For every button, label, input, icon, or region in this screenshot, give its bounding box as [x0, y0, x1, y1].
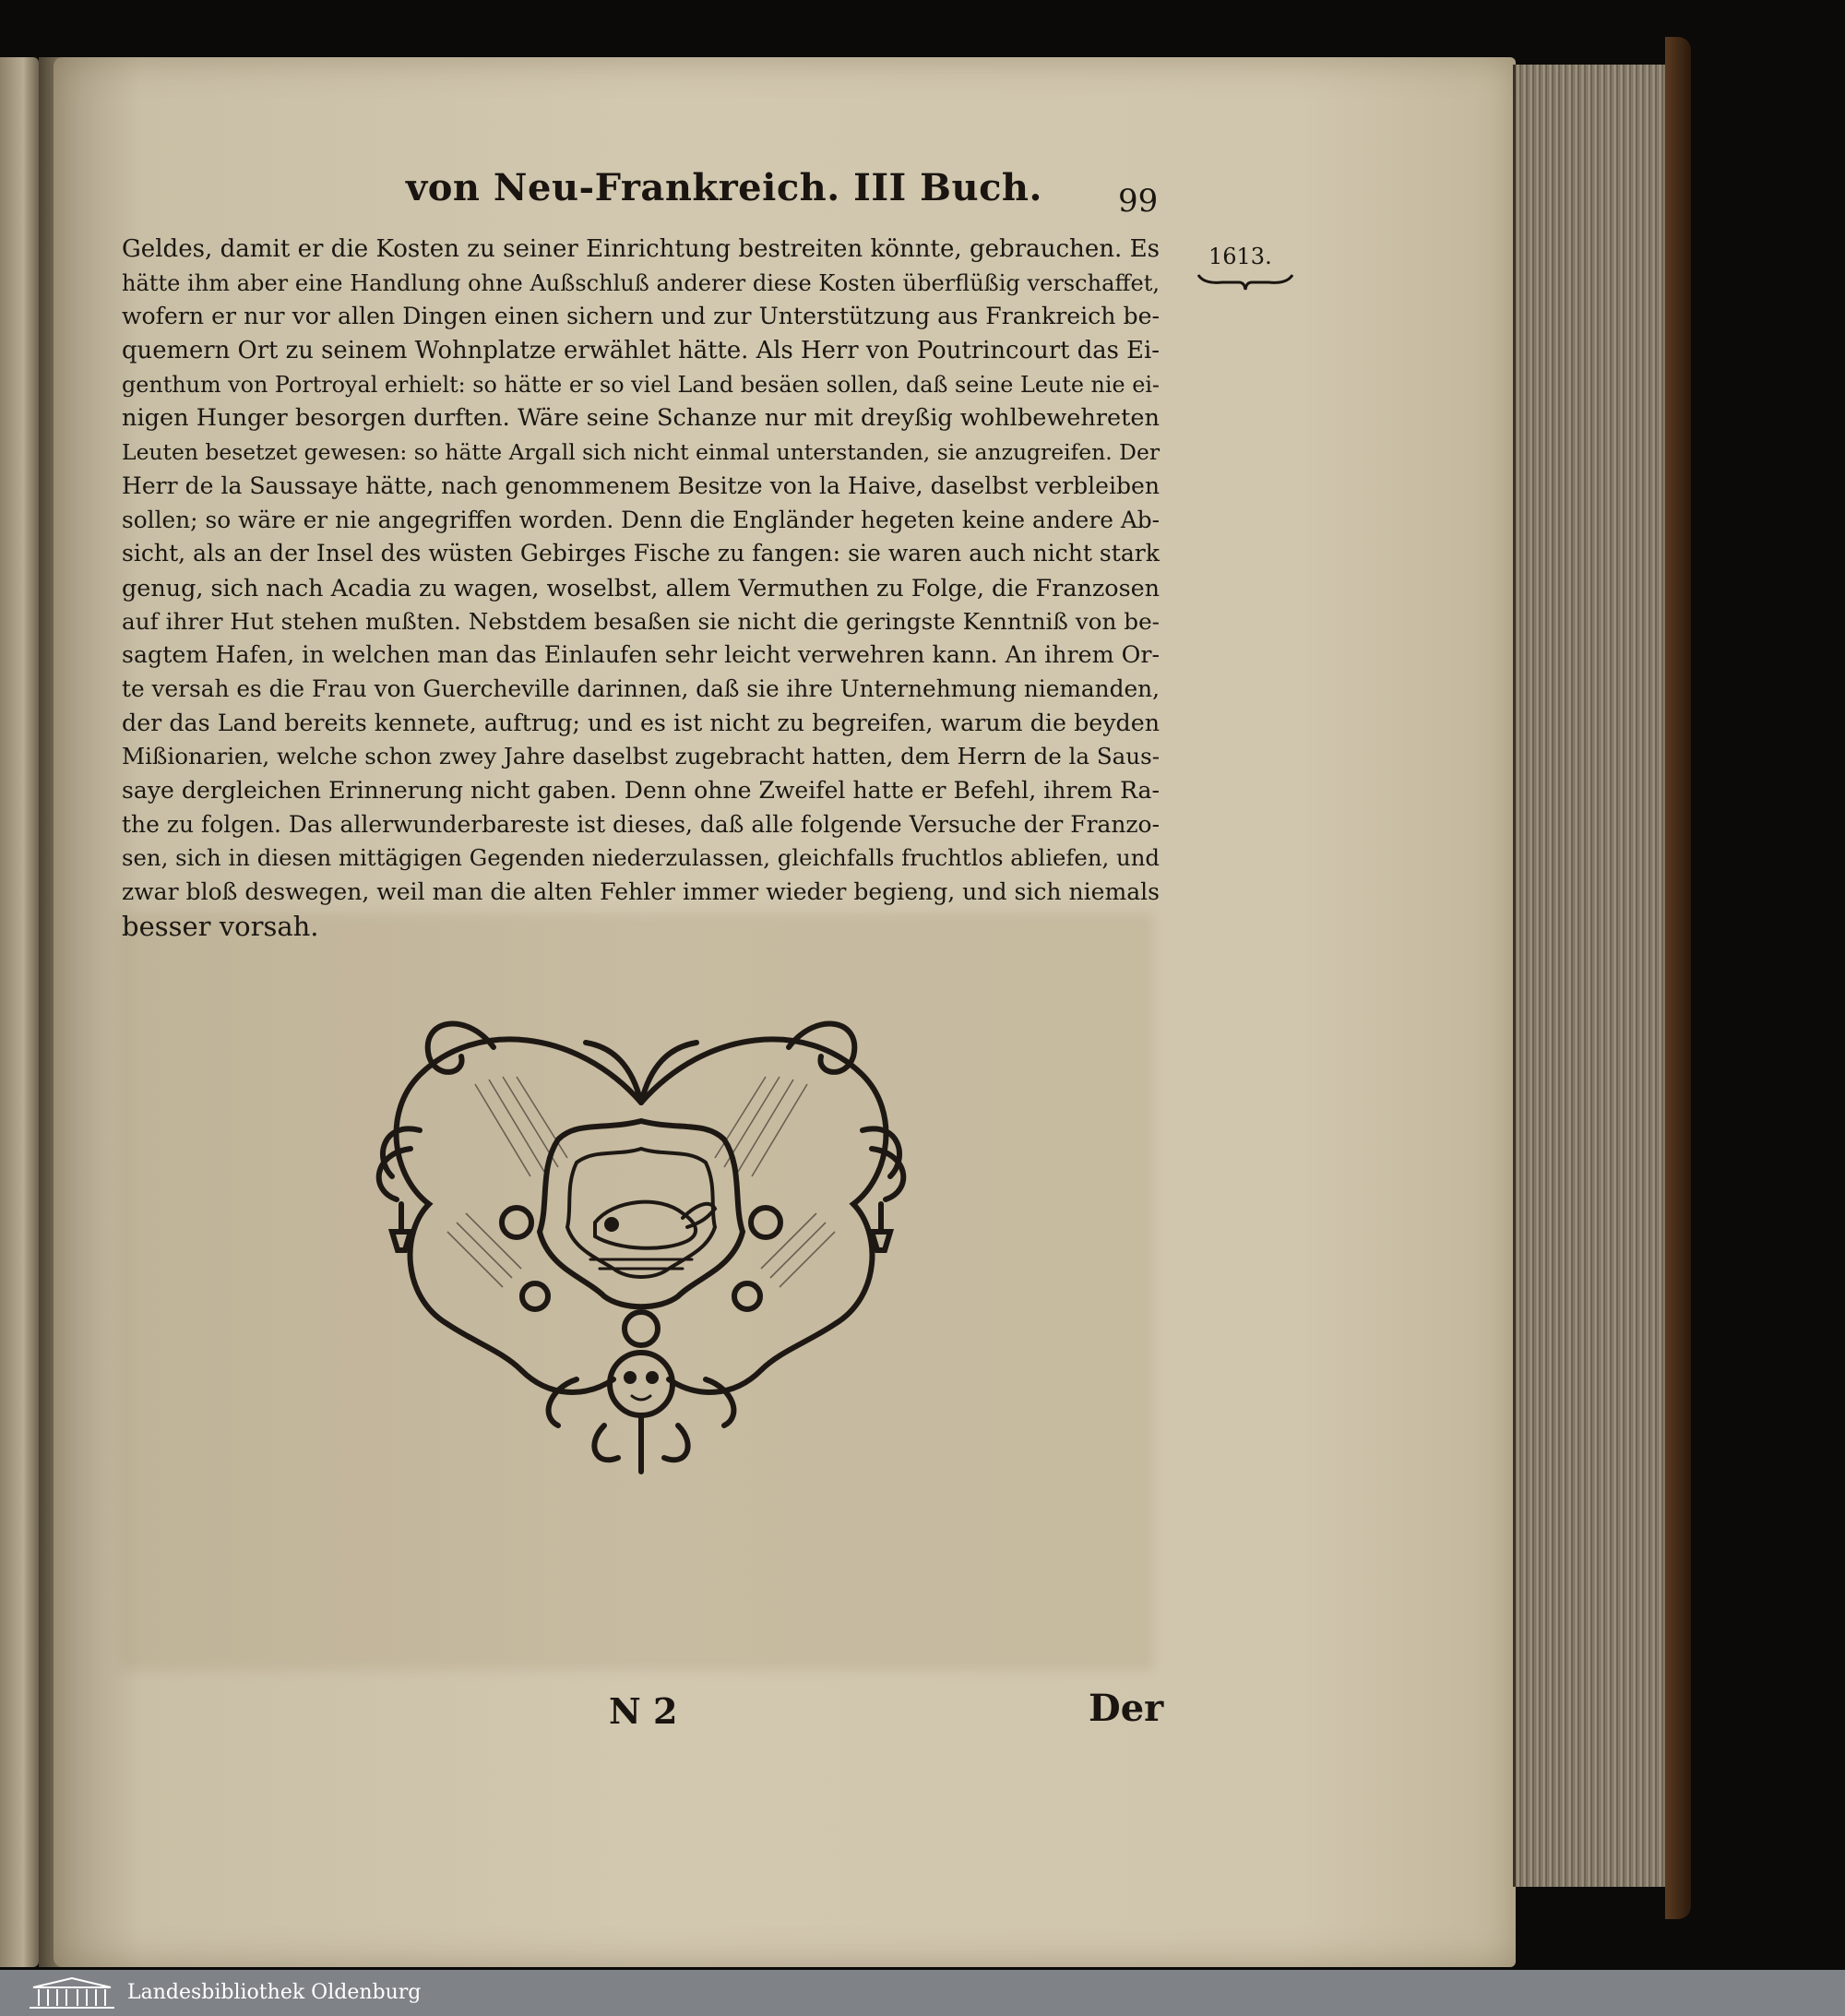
library-building-icon — [26, 1974, 118, 2011]
text-line: sicht, als an der Insel des wüsten Gebirges Fische zu fangen: sie waren auch nicht stark — [122, 540, 1160, 567]
text-line: the zu folgen. Das allerwunderbareste ist dieses, daß alle folgende Versuche der Franzo- — [122, 810, 1160, 838]
left-page-edge — [0, 57, 39, 1967]
text-line: besser vorsah. — [122, 910, 319, 942]
margin-brace-icon — [1195, 269, 1296, 293]
text-line: wofern er nur vor allen Dingen einen sichern und zur Unterstützung aus Frankreich be- — [122, 303, 1160, 330]
text-line: auf ihrer Hut stehen mußten. Nebstdem besaßen sie nicht die geringste Kenntniß von be- — [122, 607, 1160, 635]
text-line: Leuten besetzet gewesen: so hätte Argall sich nicht einmal unterstanden, sie anzugreifen. Der — [122, 439, 1161, 466]
page-fore-edge — [1513, 65, 1672, 1887]
margin-year-note: 1613. — [1208, 244, 1272, 269]
text-line: saye dergleichen Erinnerung nicht gaben. Denn ohne Zweifel hatte er Befehl, ihrem Ra- — [122, 777, 1160, 804]
text-line: Geldes, damit er die Kosten zu seiner Einrichtung bestreiten könnte, gebrauchen. Es — [122, 235, 1160, 263]
library-name: Landesbibliothek Oldenburg — [127, 1981, 422, 2004]
signature-mark: N 2 — [609, 1690, 678, 1732]
text-line: genthum von Portroyal erhielt: so hätte er so viel Land besäen sollen, daß seine Leute nie ei- — [122, 371, 1160, 398]
text-line: sollen; so wäre er nie angegriffen worden. Denn die Engländer hegeten keine andere Ab- — [122, 506, 1160, 533]
text-line: Herr de la Saussaye hätte, nach genommenem Besitze von la Haive, daselbst verbleiben — [122, 471, 1160, 499]
text-line: zwar bloß deswegen, weil man die alten Fehler immer wieder begieng, und sich niemals — [122, 878, 1160, 906]
body-text — [122, 233, 1160, 943]
text-line: sen, sich in diesen mittägigen Gegenden niederzulassen, gleichfalls fruchtlos abliefen, und — [122, 844, 1160, 872]
text-line: der das Land bereits kennete, auftrug; und es ist nicht zu begreifen, warum die beyden — [122, 709, 1160, 736]
text-line: quemern Ort zu seinem Wohnplatze erwählet hätte. Als Herr von Poutrincourt das Ei- — [122, 337, 1160, 365]
text-line: nigen Hunger besorgen durften. Wäre seine Schanze nur mit dreyßig wohlbewehreten — [122, 404, 1160, 433]
page-number: 99 — [1118, 183, 1159, 220]
text-line: Mißionarien, welche schon zwey Jahre daselbst zugebracht hatten, dem Herrn de la Saus- — [122, 743, 1160, 770]
text-line: te versah es die Frau von Guercheville darinnen, daß sie ihre Unternehmung niemanden, — [122, 674, 1160, 702]
text-line: hätte ihm aber eine Handlung ohne Außschluß anderer diese Kosten überflüßig verschaffet, — [122, 269, 1160, 296]
book-cover-edge — [1665, 37, 1691, 1919]
cartouche-ornament-icon — [364, 992, 918, 1476]
catchword: Der — [1089, 1687, 1164, 1730]
text-line: sagtem Hafen, in welchen man das Einlaufen sehr leicht verwehren kann. An ihrem Or- — [122, 641, 1160, 669]
text-line: genug, sich nach Acadia zu wagen, woselbst, allem Vermuthen zu Folge, die Franzosen — [122, 573, 1161, 602]
running-head: von Neu-Frankreich. III Buch. — [406, 166, 1042, 209]
